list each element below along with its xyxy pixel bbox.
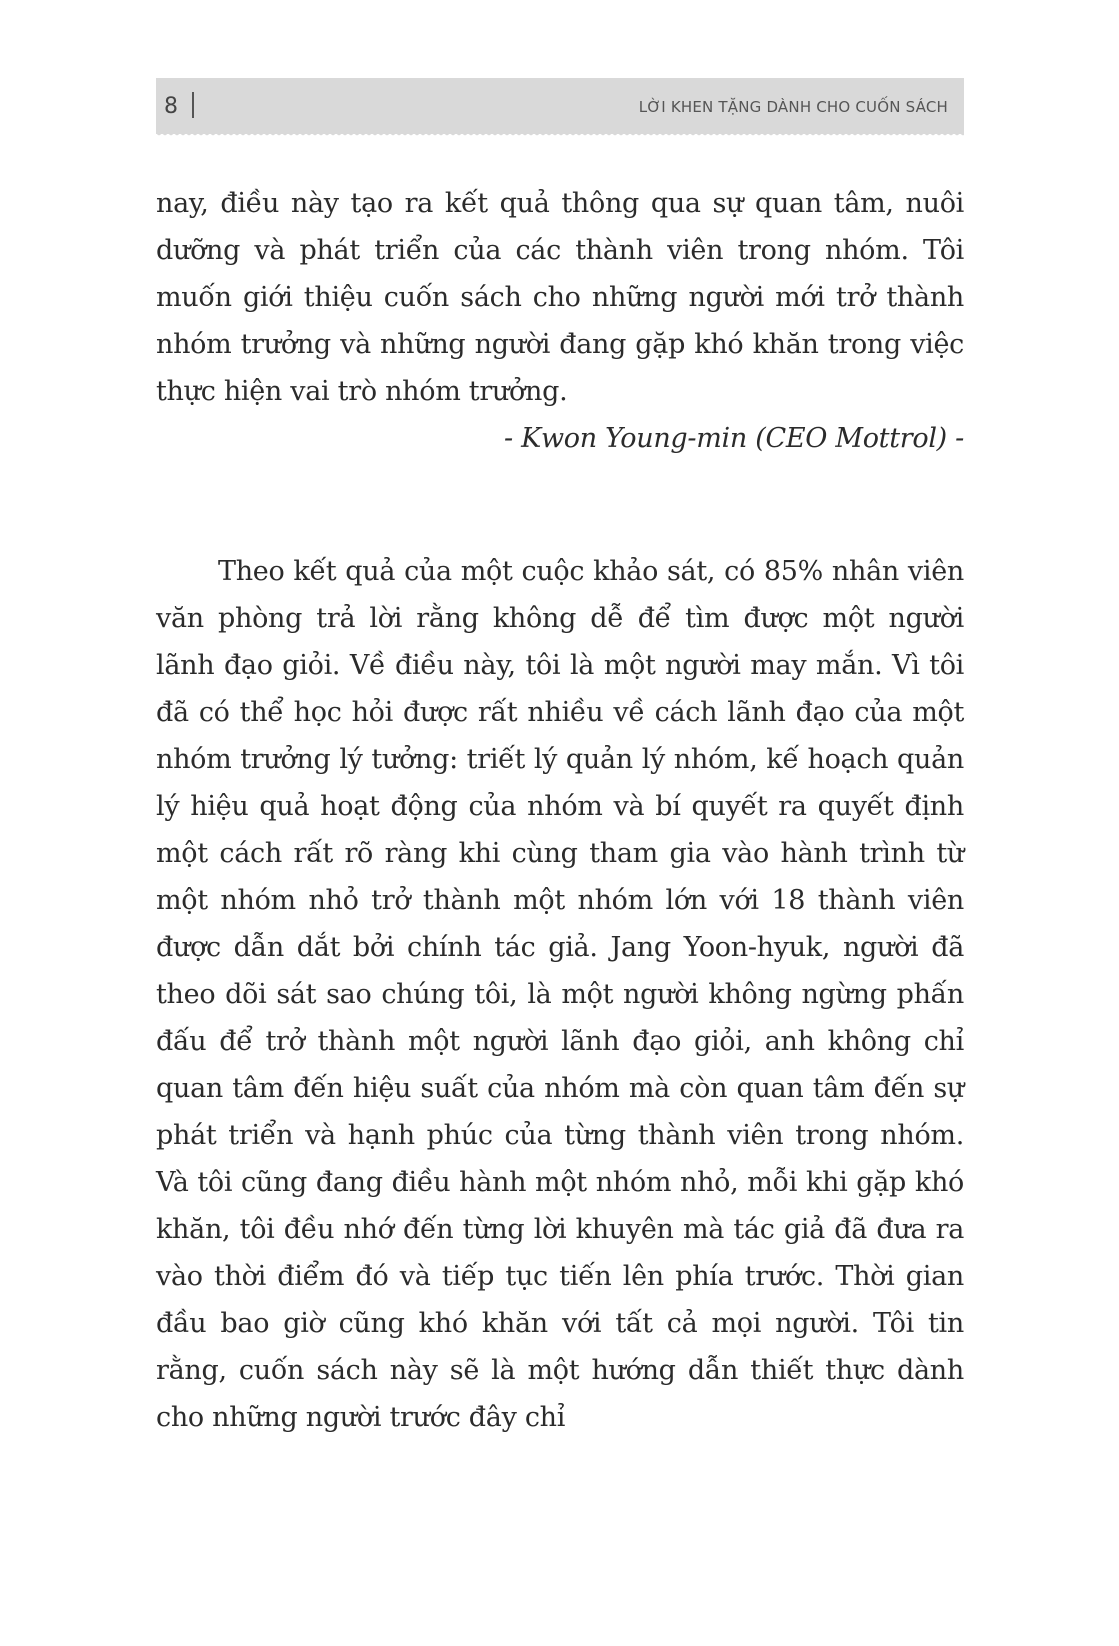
page-number: 8 bbox=[164, 94, 178, 119]
header-divider bbox=[192, 92, 194, 118]
page-body bbox=[156, 180, 964, 1441]
paragraph-continued: nay, điều này tạo ra kết quả thông qua sự quan tâm, nuôi dưỡng và phát triển của các thành viên trong nhóm. Tôi muốn giới thiệu cuốn sách cho những người mới trở thành nhóm trưởng và những người đang gặp khó khăn trong việc thực hiện vai trò nhóm trưởng. bbox=[156, 188, 964, 407]
paragraph-testimonial: Theo kết quả của một cuộc khảo sát, có 85% nhân viên văn phòng trả lời rằng không dễ để tìm được một người lãnh đạo giỏi. Về điều này, tôi là một người may mắn. Vì tôi đã có thể học hỏi được rất nhiều về cách lãnh đạo của một nhóm trưởng lý tưởng: triết lý quản lý nhóm, kế hoạch quản lý hiệu quả hoạt động của nhóm và bí quyết ra quyết định một cách rất rõ ràng khi cùng tham gia vào hành trình từ một nhóm nhỏ trở thành một nhóm lớn với 18 thành viên được dẫn dắt bởi chính tác giả. Jang Yoon-hyuk, người đã theo dõi sát sao chúng tôi, là một người không ngừng phấn đấu để trở thành một người lãnh đạo giỏi, anh không chỉ quan tâm đến hiệu suất của nhóm mà còn quan tâm đến sự phát triển và hạnh phúc của từng thành viên trong nhóm. Và tôi cũng đang điều hành một nhóm nhỏ, mỗi khi gặp khó khăn, tôi đều nhớ đến từng lời khuyên mà tác giả đã đưa ra vào thời điểm đó và tiếp tục tiến lên phía trước. Thời gian đầu bao giờ cũng khó khăn với tất cả mọi người. Tôi tin rằng, cuốn sách này sẽ là một hướng dẫn thiết thực dành cho những người trước đây chỉ bbox=[156, 556, 964, 1433]
running-title: LỜI KHEN TẶNG DÀNH CHO CUỐN SÁCH bbox=[638, 98, 948, 116]
page-header bbox=[156, 78, 964, 134]
quote-attribution: - Kwon Young-min (CEO Mottrol) - bbox=[504, 423, 964, 454]
